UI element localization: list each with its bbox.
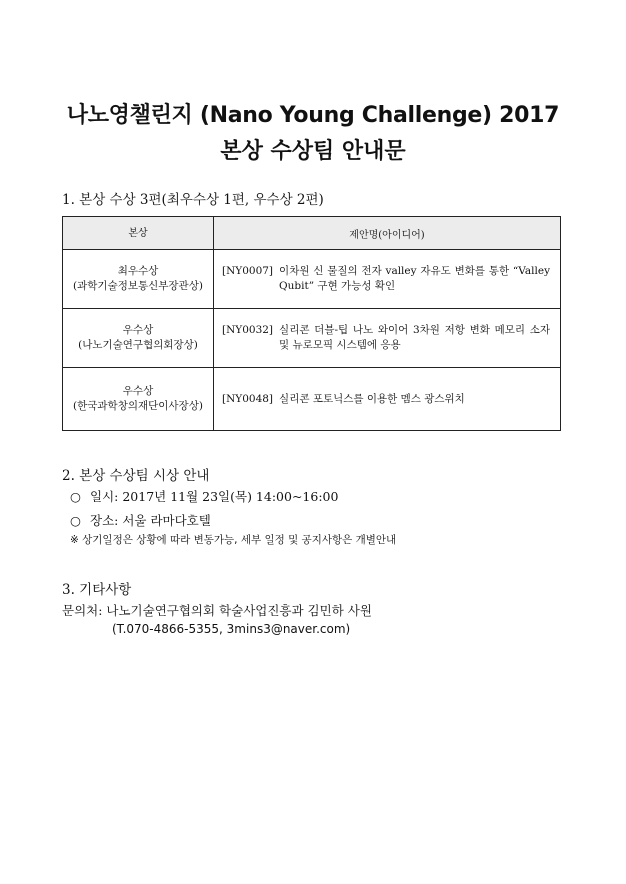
contact-line: 문의처: 나노기술연구협의회 학술사업진흥과 김민하 사원 [62,603,372,618]
table-row [63,250,561,309]
idea-code: [NY0032] [222,324,274,336]
event-date: 일시: 2017년 11월 23일(목) 14:00~16:00 [90,489,339,504]
idea-code: [NY0007] [222,265,274,277]
idea-cell [214,309,561,368]
section-1-heading: 1. 본상 수상 3편(최우수상 1편, 우수상 2편) [62,192,324,208]
section-2-heading: 2. 본상 수상팀 시상 안내 [62,468,210,484]
bullet-circle: ○ [70,513,81,528]
idea-cell [214,250,561,309]
event-place: 장소: 서울 라마다호텔 [90,513,211,528]
table-row [63,309,561,368]
contact-detail: (T.070-4866-5355, 3mins3@naver.com) [112,622,351,636]
idea-code: [NY0048] [222,392,274,405]
award-cell [63,309,214,368]
award-sponsor: (과학기술정보통신부장관상) [73,280,203,292]
award-cell [63,368,214,431]
award-name: 우수상 [122,324,154,336]
idea-title: 이차원 신 물질의 전자 valley 자유도 변화를 통한 “Valley Qubit” 구현 가능성 확인 [279,265,550,292]
document-title: 나노영챌린지 (Nano Young Challenge) 2017 [66,103,560,128]
award-sponsor: (나노기술연구협의회장상) [78,339,198,351]
table-header-row [63,217,561,250]
document-subtitle: 본상 수상팀 안내문 [220,139,406,164]
section-3-heading: 3. 기타사항 [62,582,132,598]
table-row [63,368,561,431]
award-name: 최우수상 [117,265,159,277]
award-name: 우수상 [122,385,154,397]
award-cell [63,250,214,309]
header-idea: 제안명(아이디어) [214,217,561,250]
idea-cell [214,368,561,431]
idea-title: 실리콘 포토닉스를 이용한 멤스 광스위치 [279,392,465,405]
award-table [62,216,561,431]
bullet-circle: ○ [70,489,81,504]
event-date-line [70,487,338,505]
award-sponsor: (한국과학창의재단이사장상) [73,400,203,412]
schedule-note: ※ 상기일정은 상황에 따라 변동가능, 세부 일정 및 공지사항은 개별안내 [70,534,397,546]
idea-title: 실리콘 더블-팁 나노 와이어 3차원 저항 변화 메모리 소자 및 뉴로모픽 시스템에 응용 [279,324,550,351]
event-place-line [70,511,211,529]
header-award: 본상 [63,217,214,250]
